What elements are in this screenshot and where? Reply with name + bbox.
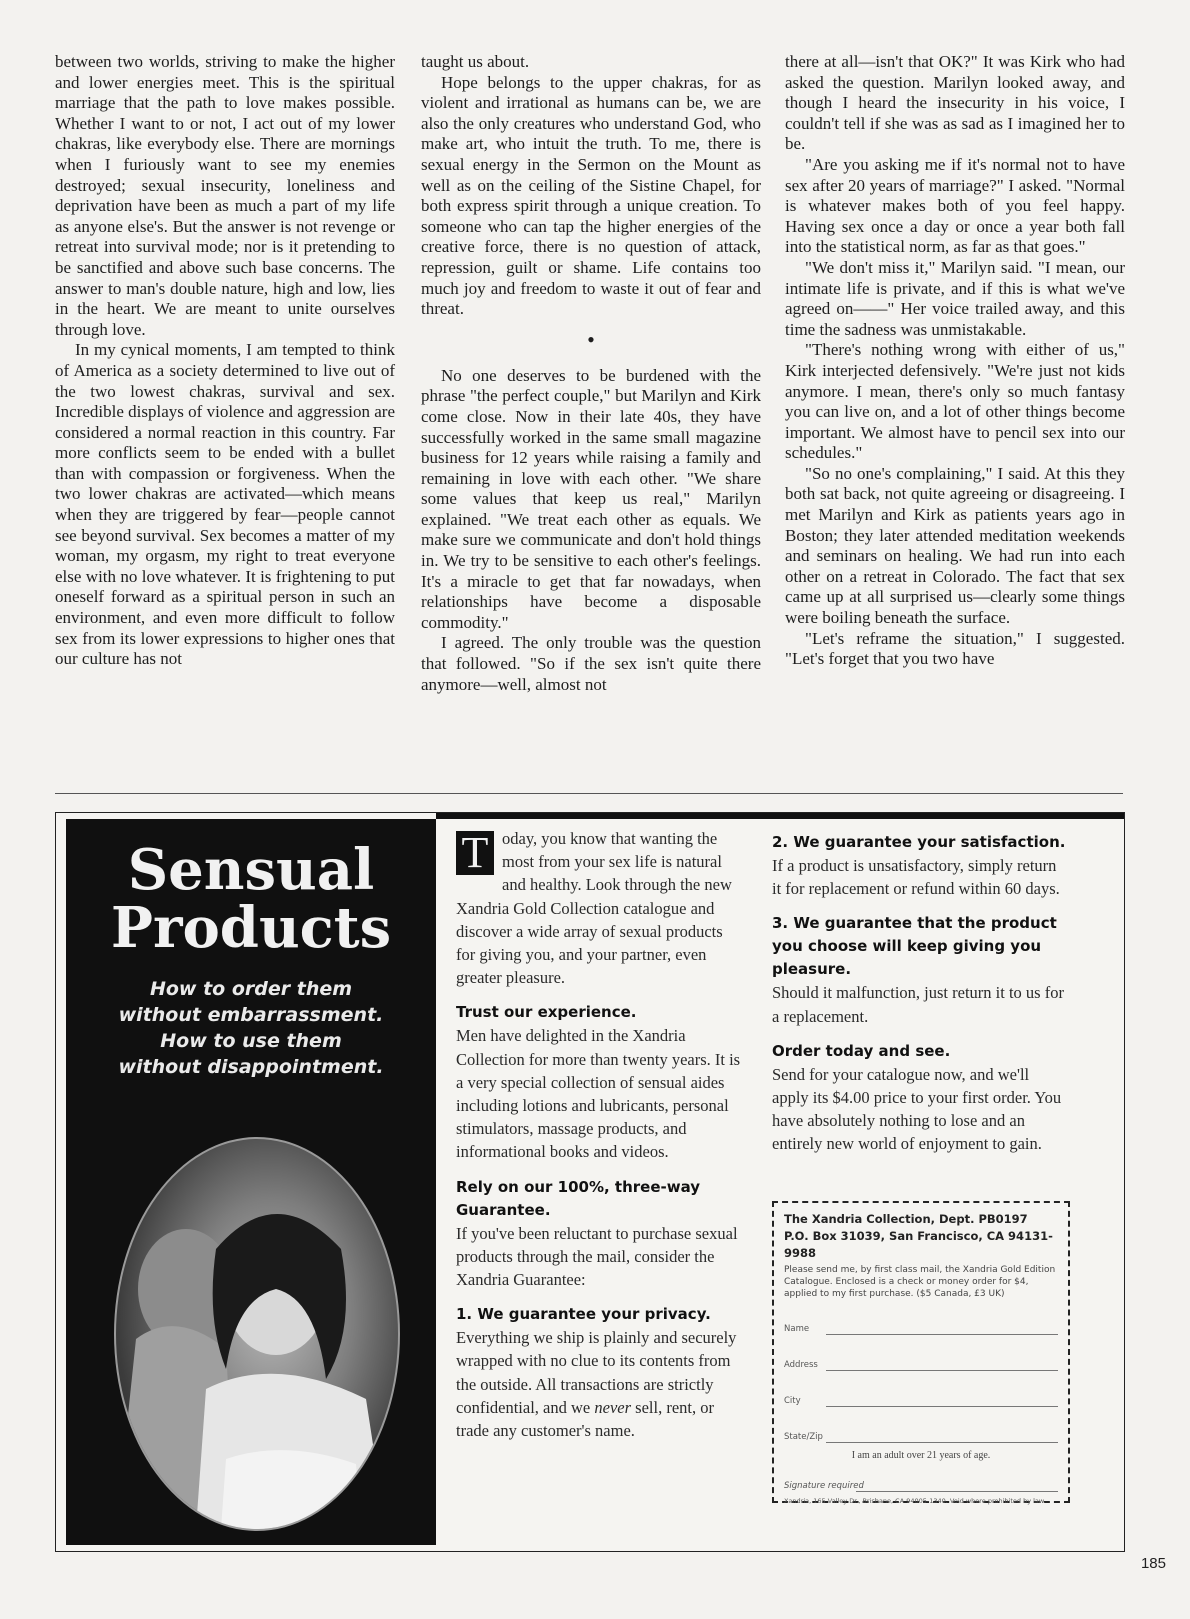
ad-text: Everything we ship is plainly and securely wrapped with no clue to its contents from the outside. All transactions are strictly confidential, and we: [456, 1328, 737, 1417]
article-column-3: [785, 52, 1125, 670]
coupon-body: Please send me, by first class mail, the Xandria Gold Edition Catalogue. Enclosed is a check or money order for $4, applied to my first purchase. ($5 Canada, £3 UK): [784, 1265, 1056, 1299]
coupon-fine-print: Xandria, 165 Valley Dr., Brisbane, CA 94005-1340. Void where prohibited by law.: [784, 1497, 1046, 1505]
ad-paragraph: If a product is unsatisfactory, simply return it for replacement or refund within 60 days.: [772, 856, 1060, 899]
article-paragraph: "Are you asking me if it's normal not to have sex after 20 years of marriage?" I asked. "Normal is whatever makes both of you feel happy. Having sex once a day or once a year both fall into the statistical norm, as far as that goes.": [785, 154, 1125, 257]
coupon-state-zip-field[interactable]: [784, 1432, 1058, 1444]
article-paragraph: Hope belongs to the upper chakras, for as violent and irrational as humans can be, we are also the only creatures who understand God, who make art, who intuit the truth. To me, there is sexual energy in the Sermon on the Mount as well as on the ceiling of the Sistine Chapel, for both express spirit through a unique creation. To someone who can tap the higher energies of the creative force, there is no question of attack, repression, guilt or shame. Life contains too much joy and freedom to waste it out of fear and threat.: [421, 72, 761, 319]
ad-right-column: [772, 819, 1068, 1156]
field-label: State/Zip: [784, 1432, 823, 1442]
ad-heading: 3. We guarantee that the product you choose will keep giving you pleasure.: [772, 914, 1057, 979]
coupon-city-field[interactable]: [784, 1396, 1058, 1408]
article-paragraph: In my cynical moments, I am tempted to think of America as a society determined to live out of the two lowest chakras, survival and sex. Incredible displays of violence and aggression are considered a normal reaction in this country. Far more conflicts seem to be ended with a bullet than with compassion or forgiveness. When the two lower chakras are activated—which means when they are triggered by fear—people cannot see beyond survival. Sex becomes a matter of my woman, my orgasm, my right to treat everyone else with no love whatever. It is frightening to put oneself forward as a spiritual person in such an environment, and even more difficult to follow sex from its lower expressions to higher ones that our culture has not: [55, 340, 395, 669]
coupon-address-line: P.O. Box 31039, San Francisco, CA 94131-9988: [784, 1229, 1053, 1260]
field-label: Address: [784, 1360, 818, 1370]
article-paragraph: taught us about.: [421, 52, 530, 71]
article-column-2: [421, 52, 761, 695]
ad-paragraph: Send for your catalogue now, and we'll apply its $4.00 price to your first order. You have absolutely nothing to lose and an entirely new world of enjoyment to gain.: [772, 1064, 1062, 1154]
coupon-address-line: The Xandria Collection, Dept. PB0197: [784, 1212, 1028, 1226]
coupon-age-statement: I am an adult over 21 years of age.: [851, 1450, 991, 1461]
couple-photo-illustration: [116, 1139, 398, 1529]
ad-title: [66, 837, 436, 961]
couple-photo: [114, 1137, 400, 1531]
article-paragraph: "There's nothing wrong with either of us," Kirk interjected defensively. "We're just not kids anymore. I mean, there's only so much fantasy you can live on, and a lot of other things become important. We almost have to pencil sex into our schedules.": [785, 340, 1125, 463]
coupon-signature-field[interactable]: [784, 1481, 1058, 1493]
section-break-bullet: •: [587, 326, 595, 352]
ad-heading: Trust our experience.: [456, 1003, 637, 1022]
article-divider: [55, 793, 1123, 794]
ad-title-line: Sensual: [127, 837, 375, 903]
field-label: Name: [784, 1324, 810, 1334]
article-paragraph: No one deserves to be burdened with the phrase "the perfect couple," but Marilyn and Kirk come close. Now in their late 40s, they have successfully worked in the same small magazine business for 12 years while raising a family and remaining in love with each other. "We share some values that keep us real," Marilyn explained. "We treat each other as equals. We make sure we communicate and don't hold things in. We try to be sensitive to each other's feelings. It's a miracle to get that far nowadays, when relationships have become a disposable commodity.": [421, 365, 761, 632]
coupon-name-field[interactable]: [784, 1324, 1058, 1336]
ad-subtitle-line: without disappointment.: [118, 1056, 384, 1078]
ad-heading: 2. We guarantee your satisfaction.: [772, 833, 1066, 851]
ad-drop-cap: T: [456, 831, 494, 875]
ad-subtitle-line: without embarrassment.: [118, 1004, 384, 1026]
ad-paragraph: Should it malfunction, just return it to us for a replacement.: [772, 983, 1064, 1026]
article-paragraph: between two worlds, striving to make the higher and lower energies meet. This is the spiritual marriage that the path to love makes possible. Whether I want to or not, I act out of my lower chakras, like everybody else. There are mornings when I furiously want to see my enemies destroyed; sexual insecurity, loneliness and deprivation have been as much a part of my life as anyone else's. But the answer is not revenge or retreat into survival mode; nor is it pretending to be sanctified and above such base concerns. The answer to man's double nature, high and low, lies in the heart. We are meant to unite ourselves through love.: [55, 52, 395, 339]
ad-paragraph: If you've been reluctant to purchase sexual products through the mail, consider the Xandria Guarantee:: [456, 1223, 738, 1290]
ad-middle-column: [456, 819, 742, 1442]
ad-subtitle-line: How to use them: [160, 1030, 342, 1052]
article-column-1: [55, 52, 395, 670]
article-paragraph: there at all—isn't that OK?" It was Kirk who had asked the question. Marilyn looked away, and though I heard the insecurity in his voice, I couldn't tell if she was as sad as I imagined her to be.: [785, 52, 1125, 154]
field-label: City: [784, 1396, 801, 1406]
ad-subtitle: [66, 976, 436, 1080]
advertisement: [55, 812, 1125, 1552]
coupon-address-field[interactable]: [784, 1360, 1058, 1372]
ad-heading: Rely on our 100%, three-way Guarantee.: [456, 1177, 701, 1219]
ad-paragraph: Men have delighted in the Xandria Collection for more than twenty years. It is a very special collection of sensual aides including lotions and lubricants, personal stimulators, massage products, and informational books and videos.: [456, 1026, 741, 1162]
field-label: Signature required: [784, 1481, 864, 1491]
article-paragraph: I agreed. The only trouble was the question that followed. "So if the sex isn't quite there anymore—well, almost not: [421, 633, 761, 694]
ad-black-panel: [66, 819, 436, 1545]
ad-paragraph: [456, 1326, 742, 1442]
order-coupon[interactable]: [772, 1201, 1070, 1503]
ad-title-line: Products: [110, 895, 392, 961]
page-number: 185: [1140, 1555, 1166, 1572]
article-paragraph: "We don't miss it," Marilyn said. "I mean, our intimate life is private, and if this is what we've agreed on——" Her voice trailed away, and this time the sadness was unmistakable.: [785, 257, 1125, 339]
ad-emphasis: never: [594, 1397, 632, 1417]
ad-heading: 1. We guarantee your privacy.: [456, 1305, 711, 1324]
ad-heading: Order today and see.: [772, 1041, 951, 1060]
ad-text: sell, rent, or trade any customer's name.: [456, 1397, 714, 1441]
ad-intro: oday, you know that wanting the most from your sex life is natural and healthy. Look through the new Xandria Gold Collection catalogue and discover a wide array of sexual products for giving you, and your partner, even greater pleasure.: [456, 829, 732, 988]
article-paragraph: "So no one's complaining," I said. At this they both sat back, not quite agreeing or disagreeing. I met Marilyn and Kirk as patients years ago in Boston; they later attended meditation weekends and seminars on healing. We had run into each other on a retreat in Colorado. The fact that sex came up at all surprised us—clearly some things were boiling beneath the surface.: [785, 463, 1125, 628]
ad-subtitle-line: How to order them: [149, 978, 353, 1000]
article-paragraph: "Let's reframe the situation," I suggested. "Let's forget that you two have: [785, 628, 1125, 669]
